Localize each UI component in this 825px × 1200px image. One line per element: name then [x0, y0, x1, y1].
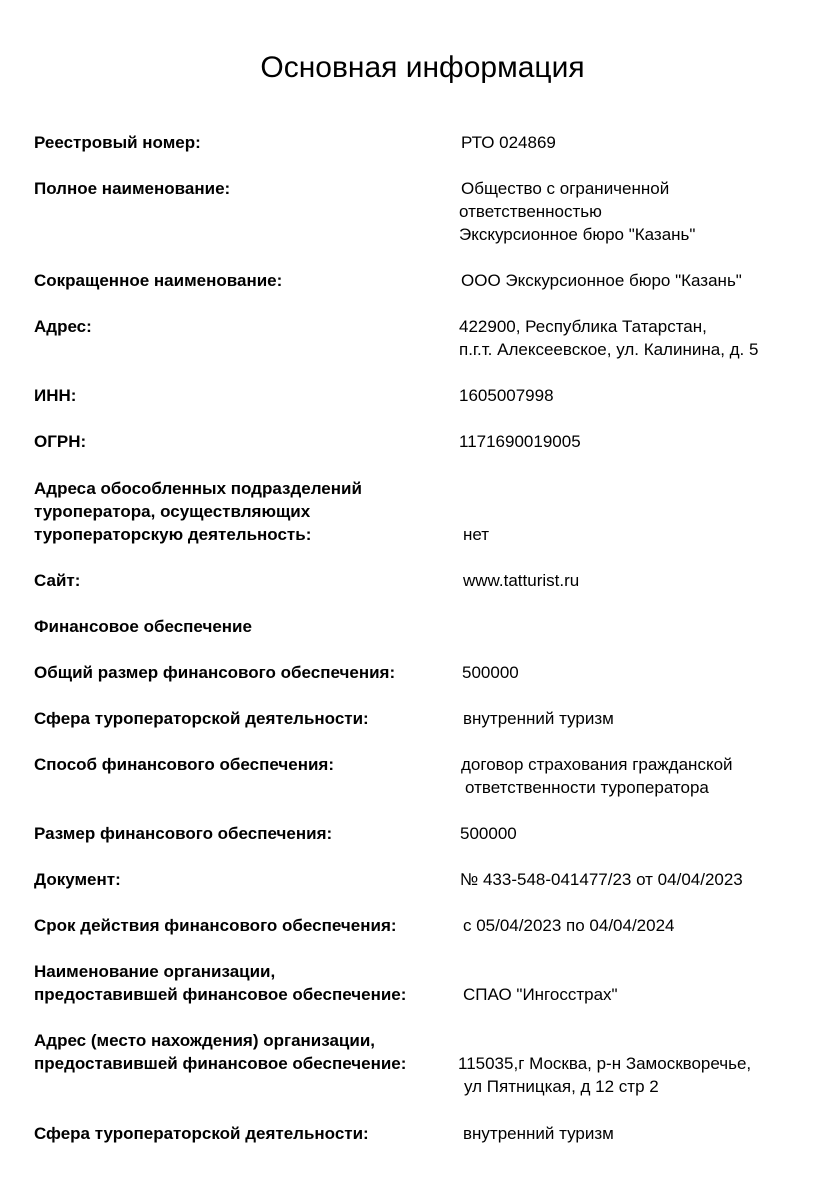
field-label-line: предоставившей финансовое обеспечение: — [34, 1054, 407, 1073]
field-label-line: Размер финансового обеспечения: — [34, 824, 333, 843]
field-label-line: ОГРН: — [34, 432, 87, 451]
field-value — [0, 269, 742, 292]
field-value — [0, 131, 556, 154]
field-label-line: ИНН: — [34, 386, 77, 405]
field-value-line: Общество с ограниченной — [461, 179, 670, 198]
field-value-line: внутренний туризм — [463, 709, 614, 728]
field-value-line: ответственности туроператора — [465, 778, 709, 797]
field-value-line: 500000 — [462, 663, 519, 682]
field-value-line: Экскурсионное бюро "Казань" — [459, 225, 696, 244]
field-value-line: п.г.т. Алексеевское, ул. Калинина, д. 5 — [459, 340, 759, 359]
field-value — [0, 822, 517, 845]
field-value — [0, 384, 554, 407]
field-value — [0, 707, 614, 730]
field-value-line: ул Пятницкая, д 12 стр 2 — [464, 1077, 659, 1096]
field-label-line: Сайт: — [34, 571, 81, 590]
field-label-line: Общий размер финансового обеспечения: — [34, 663, 396, 682]
field-value — [0, 983, 618, 1006]
field-label — [34, 615, 454, 638]
field-value-line: СПАО "Ингосстрах" — [463, 985, 618, 1004]
field-value-line: ООО Экскурсионное бюро "Казань" — [461, 271, 742, 290]
field-value — [0, 1052, 752, 1098]
field-label-line: Полное наименование: — [34, 179, 231, 198]
field-value — [0, 523, 490, 546]
field-label-line: Наименование организации, — [34, 962, 276, 981]
field-label-line: Документ: — [34, 870, 121, 889]
field-label-line: Адрес: — [34, 317, 92, 336]
field-value-line: ответственностью — [459, 202, 602, 221]
field-label-line: предоставившей финансовое обеспечение: — [34, 985, 407, 1004]
field-value-line: РТО 024869 — [461, 133, 556, 152]
field-value-line: 1605007998 — [459, 386, 554, 405]
field-value-line: 115035,г Москва, р-н Замоскворечье, — [458, 1054, 752, 1073]
field-label-line: туроператорскую деятельность: — [34, 525, 312, 544]
field-value-line: № 433-548-041477/23 от 04/04/2023 — [460, 870, 743, 889]
field-value-line: 422900, Республика Татарстан, — [459, 317, 707, 336]
field-value — [0, 430, 581, 453]
field-value-line: нет — [463, 525, 490, 544]
field-label-line: Способ финансового обеспечения: — [34, 755, 334, 774]
field-label-line: Реестровый номер: — [34, 133, 201, 152]
field-value — [0, 315, 759, 361]
field-value — [0, 868, 743, 891]
field-label-line: Сфера туроператорской деятельности: — [34, 709, 369, 728]
field-label-line: Финансовое обеспечение — [34, 617, 252, 636]
field-label-line: Сфера туроператорской деятельности: — [34, 1124, 369, 1143]
field-value — [0, 569, 580, 592]
field-label-line: Срок действия финансового обеспечения: — [34, 916, 397, 935]
field-value-line: www.tatturist.ru — [463, 571, 580, 590]
field-label-line: Сокращенное наименование: — [34, 271, 283, 290]
field-value-line: 500000 — [460, 824, 517, 843]
page-title: Основная информация — [260, 51, 585, 84]
field-value-line: 1171690019005 — [459, 432, 581, 451]
field-value — [0, 914, 675, 937]
field-label-line: Адрес (место нахождения) организации, — [34, 1031, 376, 1050]
field-value-line: договор страхования гражданской — [461, 755, 733, 774]
field-label-line: Адреса обособленных подразделений — [34, 479, 362, 498]
field-value — [0, 177, 696, 246]
field-value — [0, 661, 519, 684]
field-value — [0, 1122, 614, 1145]
field-value-line: внутренний туризм — [463, 1124, 614, 1143]
field-value-line: с 05/04/2023 по 04/04/2024 — [463, 916, 675, 935]
field-value — [0, 753, 733, 799]
field-label-line: туроператора, осуществляющих — [34, 502, 311, 521]
